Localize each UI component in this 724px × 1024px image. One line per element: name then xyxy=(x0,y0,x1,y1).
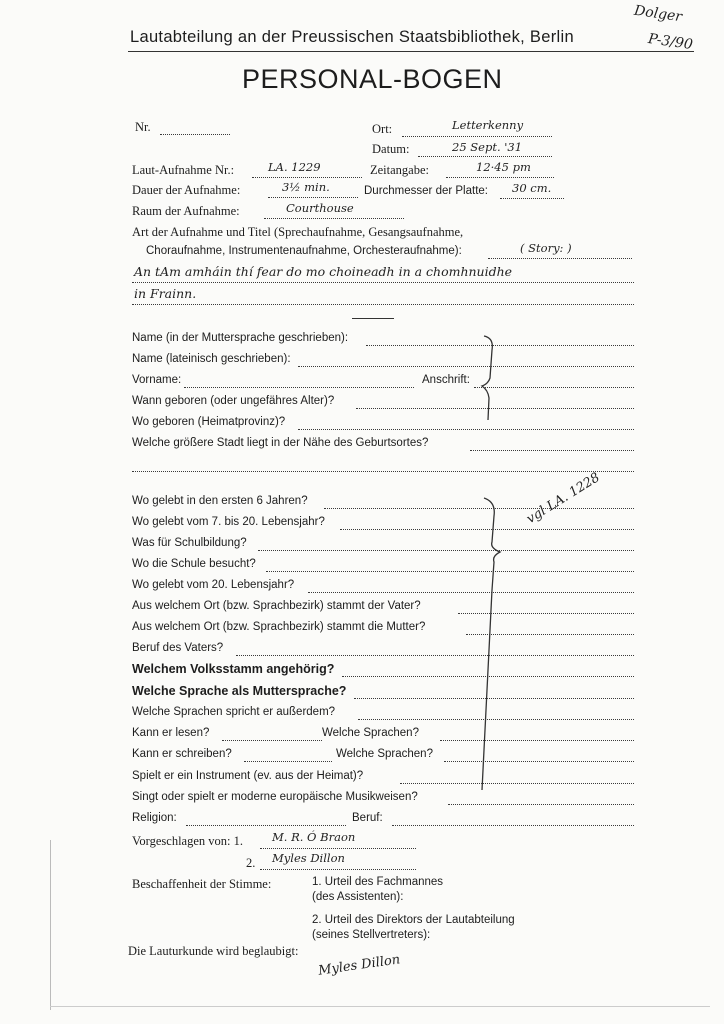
bracket-history-block xyxy=(482,498,500,790)
scan-edge-line xyxy=(50,840,51,1010)
recording-title-line-2: in Frainn. xyxy=(134,286,197,301)
q5-label: Wo gelebt vom 20. Lebensjahr? xyxy=(132,579,295,591)
q11-label: Welche Sprachen spricht er außerdem? xyxy=(132,706,336,718)
anschrift-label: Anschrift: xyxy=(422,374,470,386)
q8-line xyxy=(236,655,634,656)
art-label-2: Choraufnahme, Instrumentenaufnahme, Orchesteraufnahme): xyxy=(146,245,462,257)
ort-label: Ort: xyxy=(372,122,393,136)
q14-label: Spielt er ein Instrument (ev. aus der Heimat)? xyxy=(132,770,364,782)
page-title: PERSONAL-BOGEN xyxy=(242,64,503,94)
geboren-wann-label: Wann geboren (oder ungefähres Alter)? xyxy=(132,395,335,407)
raum-value: Courthouse xyxy=(286,201,354,215)
urteil-1b: (des Assistenten): xyxy=(312,891,404,903)
zeit-label: Zeitangabe: xyxy=(370,163,429,177)
name-lateinisch-label: Name (lateinisch geschrieben): xyxy=(132,353,291,365)
vorgeschlagen-label: Vorgeschlagen von: 1. xyxy=(132,834,243,848)
vorgeschlagen-1-line xyxy=(260,848,416,849)
q15-label: Singt oder spielt er moderne europäische Musikweisen? xyxy=(132,791,418,803)
q9-label: Welchem Volksstamm angehörig? xyxy=(132,662,335,676)
handwritten-bracket-marks xyxy=(470,330,560,830)
religion-line xyxy=(186,825,346,826)
datum-value: 25 Sept. '31 xyxy=(452,140,523,154)
title-line-2 xyxy=(132,304,634,305)
art-label-1: Art der Aufnahme und Titel (Sprechaufnahme, Gesangsaufnahme, xyxy=(132,225,464,239)
durchmesser-value: 30 cm. xyxy=(512,181,552,195)
religion-label: Religion: xyxy=(132,812,177,824)
vorgeschlagen-2-line xyxy=(260,869,416,870)
vorgeschlagen-2-value: Myles Dillon xyxy=(272,851,345,865)
raum-label: Raum der Aufnahme: xyxy=(132,204,240,218)
q7-label: Aus welchem Ort (bzw. Sprachbezirk) stammt die Mutter? xyxy=(132,621,426,633)
datum-line xyxy=(418,156,552,157)
vorgeschlagen-2-label: 2. xyxy=(246,856,256,870)
ort-line xyxy=(402,136,552,137)
stadt-label: Welche größere Stadt liegt in der Nähe des Geburtsortes? xyxy=(132,437,429,449)
q3-label: Was für Schulbildung? xyxy=(132,537,247,549)
urteil-2b: (seines Stellvertreters): xyxy=(312,929,431,941)
dauer-value: 3½ min. xyxy=(282,180,330,194)
art-line xyxy=(488,258,632,259)
dauer-line xyxy=(268,197,358,198)
zeit-value: 12·45 pm xyxy=(476,160,531,174)
header-rule xyxy=(128,51,694,52)
name-lateinisch-line xyxy=(298,366,634,367)
q12a-line xyxy=(222,740,322,741)
urteil-1a: 1. Urteil des Fachmannes xyxy=(312,876,444,888)
bracket-name-block xyxy=(482,336,492,420)
institution-heading: Lautabteilung an der Preussischen Staatsbibliothek, Berlin xyxy=(130,28,574,46)
corner-note-1: Dolger xyxy=(633,2,683,26)
q13b-label: Welche Sprachen? xyxy=(336,748,433,760)
q1-label: Wo gelebt in den ersten 6 Jahren? xyxy=(132,495,308,507)
datum-label: Datum: xyxy=(372,142,410,156)
q8-label: Beruf des Vaters? xyxy=(132,642,224,654)
zeit-line xyxy=(446,177,554,178)
name-muttersprache-label: Name (in der Muttersprache geschrieben): xyxy=(132,332,349,344)
scan-bottom-line xyxy=(50,1006,710,1007)
urteil-2a: 2. Urteil des Direktors der Lautabteilung xyxy=(312,914,515,926)
q12a-label: Kann er lesen? xyxy=(132,727,210,739)
vorname-line xyxy=(184,387,414,388)
q6-label: Aus welchem Ort (bzw. Sprachbezirk) stammt der Vater? xyxy=(132,600,421,612)
vorgeschlagen-1-value: M. R. Ó Braon xyxy=(272,830,356,844)
q13a-label: Kann er schreiben? xyxy=(132,748,232,760)
geboren-wo-line xyxy=(298,429,634,430)
beruf-label: Beruf: xyxy=(352,812,383,824)
q4-label: Wo die Schule besucht? xyxy=(132,558,256,570)
corner-note-2: P-3/90 xyxy=(647,30,694,54)
durchmesser-line xyxy=(500,198,564,199)
vorname-label: Vorname: xyxy=(132,374,182,386)
ort-value: Letterkenny xyxy=(452,118,524,132)
q4-line xyxy=(266,571,634,572)
q12b-label: Welche Sprachen? xyxy=(322,727,419,739)
q2-label: Wo gelebt vom 7. bis 20. Lebensjahr? xyxy=(132,516,325,528)
vgl-note: vgl LA. 1228 xyxy=(524,470,603,527)
dauer-label: Dauer der Aufnahme: xyxy=(132,183,241,197)
q10-label: Welche Sprache als Muttersprache? xyxy=(132,684,347,698)
stimme-label: Beschaffenheit der Stimme: xyxy=(132,877,272,891)
durchmesser-label: Durchmesser der Platte: xyxy=(364,185,488,197)
nr-line xyxy=(160,134,230,135)
beglaubigt-label: Die Lauturkunde wird beglaubigt: xyxy=(128,944,299,958)
recording-title-line-1: An tAm amháin thí fear do mo choineadh in a chomhnuidhe xyxy=(134,264,513,279)
raum-line xyxy=(264,218,404,219)
laut-nr-label: Laut-Aufnahme Nr.: xyxy=(132,163,235,177)
laut-nr-value: LA. 1229 xyxy=(268,160,321,174)
laut-nr-line xyxy=(252,177,362,178)
geboren-wo-label: Wo geboren (Heimatprovinz)? xyxy=(132,416,286,428)
title-line-1 xyxy=(132,282,634,283)
nr-label: Nr. xyxy=(135,120,151,134)
signature: Myles Dillon xyxy=(317,952,402,979)
section-divider xyxy=(352,318,394,319)
q13a-line xyxy=(244,761,332,762)
art-value: ( Story: ) xyxy=(520,241,572,255)
q3-line xyxy=(258,550,634,551)
